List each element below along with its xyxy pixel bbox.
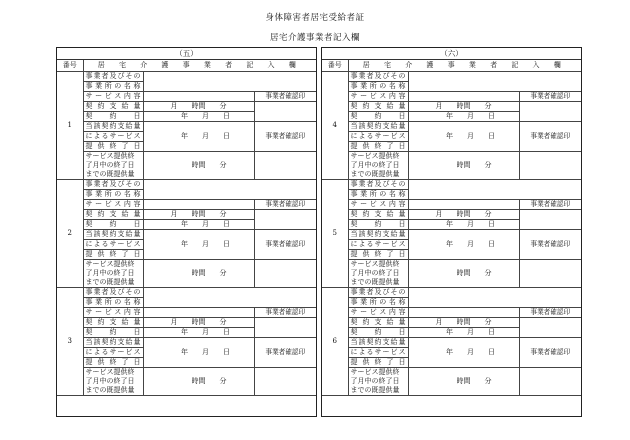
provided-amount-label-1: サービス提供終 bbox=[350, 152, 400, 160]
unit-month: 月 bbox=[467, 328, 474, 336]
provider-stamp-label: 事業者確認印 bbox=[254, 200, 316, 210]
provider-stamp-field[interactable] bbox=[519, 210, 581, 230]
provider-name-field[interactable] bbox=[408, 288, 581, 308]
service-content-label: サービス内容 bbox=[348, 200, 408, 210]
provider-name-field[interactable] bbox=[408, 72, 581, 92]
service-end-label-3: 提 供 終 了 日 bbox=[83, 358, 143, 368]
provider-record-table bbox=[57, 60, 316, 396]
provider-record-table bbox=[322, 60, 581, 396]
provided-amount-field[interactable] bbox=[143, 152, 254, 180]
unit-day: 日 bbox=[223, 220, 230, 228]
unit-year: 年 bbox=[446, 348, 453, 356]
unit-month: 月 bbox=[467, 348, 474, 356]
contract-date-field[interactable] bbox=[143, 220, 254, 230]
service-content-field[interactable] bbox=[408, 200, 519, 210]
unit-month: 月 bbox=[467, 240, 474, 248]
service-end-label-2: によるサービス bbox=[83, 348, 143, 358]
provider-name-label-2: 事業所の名称 bbox=[83, 82, 143, 92]
service-end-label-1: 当該契約支給量 bbox=[83, 122, 143, 132]
unit-month: 月 bbox=[170, 102, 178, 110]
contract-amount-label: 契 約 支 給 量 bbox=[83, 210, 143, 220]
contract-date-label: 契 約 日 bbox=[83, 220, 143, 230]
provided-amount-field[interactable] bbox=[143, 368, 254, 396]
unit-month: 月 bbox=[435, 318, 443, 326]
unit-hours: 時間 bbox=[191, 269, 206, 277]
provider-name-field[interactable] bbox=[143, 180, 316, 200]
provider-stamp-label: 事業者確認印 bbox=[254, 122, 316, 152]
provided-amount-stamp[interactable] bbox=[519, 260, 581, 288]
provider-name-label-2: 事業所の名称 bbox=[348, 190, 408, 200]
provider-name-label-2: 事業所の名称 bbox=[348, 298, 408, 308]
provided-amount-label-3: までの既提供量 bbox=[350, 278, 400, 286]
provided-amount-label-1: サービス提供終 bbox=[85, 260, 135, 268]
provider-name-label: 事業者及びその bbox=[348, 72, 408, 82]
provided-amount-label bbox=[348, 368, 408, 396]
entry-number: 5 bbox=[322, 180, 348, 288]
contract-amount-label: 契 約 支 給 量 bbox=[348, 102, 408, 112]
provided-amount-label bbox=[348, 260, 408, 288]
unit-hours: 時間 bbox=[191, 318, 206, 326]
contract-amount-field[interactable] bbox=[143, 102, 254, 112]
unit-month: 月 bbox=[467, 132, 474, 140]
unit-year: 年 bbox=[446, 240, 453, 248]
document-subtitle: 居宅介護事業者記入欄 bbox=[269, 33, 360, 43]
contract-amount-field[interactable] bbox=[408, 210, 519, 220]
unit-day: 日 bbox=[223, 240, 230, 248]
service-end-label-1: 当該契約支給量 bbox=[348, 122, 408, 132]
provided-amount-label-2: 了月中の終了日 bbox=[85, 269, 135, 277]
unit-month: 月 bbox=[202, 132, 209, 140]
column-header-number: 番号 bbox=[57, 60, 83, 72]
column-header-title: 居 宅 介 護 事 業 者 記 入 欄 bbox=[348, 60, 581, 72]
unit-hours: 時間 bbox=[456, 210, 471, 218]
unit-month: 月 bbox=[202, 112, 209, 120]
provider-name-label-2: 事業所の名称 bbox=[348, 82, 408, 92]
provider-stamp-field[interactable] bbox=[254, 102, 316, 122]
contract-date-field[interactable] bbox=[143, 112, 254, 122]
unit-year: 年 bbox=[446, 112, 453, 120]
contract-date-label: 契 約 日 bbox=[83, 328, 143, 338]
unit-month: 月 bbox=[435, 102, 443, 110]
unit-year: 年 bbox=[181, 132, 188, 140]
service-content-field[interactable] bbox=[143, 92, 254, 102]
provider-stamp-label: 事業者確認印 bbox=[254, 92, 316, 102]
service-end-label-2: によるサービス bbox=[348, 240, 408, 250]
provided-amount-stamp[interactable] bbox=[519, 152, 581, 180]
unit-month: 月 bbox=[202, 348, 209, 356]
contract-amount-field[interactable] bbox=[143, 318, 254, 328]
unit-day: 日 bbox=[223, 328, 230, 336]
provider-stamp-field[interactable] bbox=[519, 318, 581, 338]
unit-month: 月 bbox=[435, 210, 443, 218]
service-end-label-3: 提 供 終 了 日 bbox=[348, 142, 408, 152]
service-end-date-field[interactable] bbox=[143, 338, 254, 368]
contract-amount-label: 契 約 支 給 量 bbox=[83, 102, 143, 112]
unit-month: 月 bbox=[467, 112, 474, 120]
unit-year: 年 bbox=[181, 240, 188, 248]
unit-minutes: 分 bbox=[484, 102, 492, 110]
service-end-label-3: 提 供 終 了 日 bbox=[348, 250, 408, 260]
provider-stamp-label: 事業者確認印 bbox=[519, 122, 581, 152]
provided-amount-stamp[interactable] bbox=[254, 152, 316, 180]
provided-amount-field[interactable] bbox=[408, 152, 519, 180]
provided-amount-label-3: までの既提供量 bbox=[85, 278, 135, 286]
provided-amount-label-2: 了月中の終了日 bbox=[350, 269, 400, 277]
unit-month: 月 bbox=[202, 328, 209, 336]
unit-year: 年 bbox=[181, 328, 188, 336]
service-end-label-3: 提 供 終 了 日 bbox=[83, 142, 143, 152]
unit-day: 日 bbox=[488, 112, 495, 120]
unit-minutes: 分 bbox=[219, 269, 227, 277]
unit-year: 年 bbox=[181, 348, 188, 356]
provided-amount-label-1: サービス提供終 bbox=[350, 260, 400, 268]
record-panel-6 bbox=[321, 47, 582, 417]
service-end-label-1: 当該契約支給量 bbox=[348, 230, 408, 240]
provided-amount-label-1: サービス提供終 bbox=[85, 368, 135, 376]
provided-amount-label-2: 了月中の終了日 bbox=[85, 161, 135, 169]
service-end-date-field[interactable] bbox=[143, 230, 254, 260]
service-end-label-1: 当該契約支給量 bbox=[83, 338, 143, 348]
service-end-label-1: 当該契約支給量 bbox=[83, 230, 143, 240]
unit-month: 月 bbox=[170, 210, 178, 218]
service-end-label-2: によるサービス bbox=[348, 348, 408, 358]
provider-stamp-field[interactable] bbox=[254, 210, 316, 230]
unit-minutes: 分 bbox=[219, 102, 227, 110]
provided-amount-label-3: までの既提供量 bbox=[350, 170, 400, 178]
contract-amount-label: 契 約 支 給 量 bbox=[348, 210, 408, 220]
service-content-field[interactable] bbox=[408, 92, 519, 102]
provider-name-label: 事業者及びその bbox=[83, 72, 143, 82]
provided-amount-label-1: サービス提供終 bbox=[350, 368, 400, 376]
service-content-label: サービス内容 bbox=[348, 308, 408, 318]
unit-year: 年 bbox=[446, 132, 453, 140]
unit-month: 月 bbox=[467, 220, 474, 228]
column-header-title: 居 宅 介 護 事 業 者 記 入 欄 bbox=[83, 60, 316, 72]
unit-hours: 時間 bbox=[191, 377, 206, 385]
entry-number: 3 bbox=[57, 288, 83, 396]
provided-amount-stamp[interactable] bbox=[519, 368, 581, 396]
contract-date-field[interactable] bbox=[408, 220, 519, 230]
service-end-date-field[interactable] bbox=[408, 122, 519, 152]
provider-name-label: 事業者及びその bbox=[83, 288, 143, 298]
unit-day: 日 bbox=[223, 112, 230, 120]
provided-amount-stamp[interactable] bbox=[254, 368, 316, 396]
service-content-field[interactable] bbox=[143, 200, 254, 210]
contract-amount-label: 契 約 支 給 量 bbox=[348, 318, 408, 328]
service-content-field[interactable] bbox=[143, 308, 254, 318]
contract-date-label: 契 約 日 bbox=[348, 112, 408, 122]
provided-amount-label-2: 了月中の終了日 bbox=[350, 161, 400, 169]
service-end-label-1: 当該契約支給量 bbox=[348, 338, 408, 348]
unit-day: 日 bbox=[488, 348, 495, 356]
unit-minutes: 分 bbox=[219, 161, 227, 169]
unit-year: 年 bbox=[446, 328, 453, 336]
panel-number: （六） bbox=[322, 48, 581, 60]
unit-month: 月 bbox=[202, 220, 209, 228]
unit-minutes: 分 bbox=[219, 377, 227, 385]
service-end-label-3: 提 供 終 了 日 bbox=[83, 250, 143, 260]
provider-stamp-label: 事業者確認印 bbox=[519, 338, 581, 368]
provided-amount-label-3: までの既提供量 bbox=[350, 386, 400, 394]
unit-day: 日 bbox=[488, 240, 495, 248]
provided-amount-field[interactable] bbox=[408, 260, 519, 288]
provider-stamp-label: 事業者確認印 bbox=[519, 200, 581, 210]
provider-name-label: 事業者及びその bbox=[348, 288, 408, 298]
provider-name-field[interactable] bbox=[408, 180, 581, 200]
provider-name-label-2: 事業所の名称 bbox=[83, 298, 143, 308]
provider-stamp-label: 事業者確認印 bbox=[254, 338, 316, 368]
contract-amount-field[interactable] bbox=[143, 210, 254, 220]
provided-amount-label-3: までの既提供量 bbox=[85, 386, 135, 394]
provider-name-field[interactable] bbox=[143, 72, 316, 92]
unit-hours: 時間 bbox=[456, 102, 471, 110]
unit-day: 日 bbox=[488, 220, 495, 228]
provider-stamp-label: 事業者確認印 bbox=[519, 92, 581, 102]
unit-day: 日 bbox=[488, 328, 495, 336]
contract-date-label: 契 約 日 bbox=[348, 220, 408, 230]
provided-amount-label bbox=[83, 368, 143, 396]
unit-hours: 時間 bbox=[456, 377, 471, 385]
unit-hours: 時間 bbox=[456, 269, 471, 277]
service-content-label: サービス内容 bbox=[348, 92, 408, 102]
provided-amount-label-2: 了月中の終了日 bbox=[85, 377, 135, 385]
record-panel-5 bbox=[56, 47, 317, 417]
provider-stamp-label: 事業者確認印 bbox=[254, 308, 316, 318]
document-title: 身体障害者居宅受給者証 bbox=[265, 13, 365, 23]
unit-year: 年 bbox=[181, 220, 188, 228]
provider-name-label: 事業者及びその bbox=[348, 180, 408, 190]
unit-minutes: 分 bbox=[484, 269, 492, 277]
provider-stamp-label: 事業者確認印 bbox=[519, 230, 581, 260]
unit-month: 月 bbox=[170, 318, 178, 326]
unit-hours: 時間 bbox=[191, 161, 206, 169]
contract-date-field[interactable] bbox=[408, 328, 519, 338]
provided-amount-stamp[interactable] bbox=[254, 260, 316, 288]
contract-date-field[interactable] bbox=[143, 328, 254, 338]
provided-amount-label bbox=[348, 152, 408, 180]
entry-number: 1 bbox=[57, 72, 83, 180]
entry-number: 2 bbox=[57, 180, 83, 288]
provider-stamp-label: 事業者確認印 bbox=[519, 308, 581, 318]
provided-amount-label bbox=[83, 152, 143, 180]
contract-date-field[interactable] bbox=[408, 112, 519, 122]
unit-minutes: 分 bbox=[219, 210, 227, 218]
service-end-date-field[interactable] bbox=[143, 122, 254, 152]
service-end-label-2: によるサービス bbox=[348, 132, 408, 142]
provider-stamp-field[interactable] bbox=[519, 102, 581, 122]
contract-amount-field[interactable] bbox=[408, 318, 519, 328]
provider-name-label-2: 事業所の名称 bbox=[83, 190, 143, 200]
entry-number: 4 bbox=[322, 72, 348, 180]
contract-date-label: 契 約 日 bbox=[348, 328, 408, 338]
unit-year: 年 bbox=[446, 220, 453, 228]
provided-amount-field[interactable] bbox=[143, 260, 254, 288]
service-end-label-3: 提 供 終 了 日 bbox=[348, 358, 408, 368]
entry-number: 6 bbox=[322, 288, 348, 396]
contract-amount-label: 契 約 支 給 量 bbox=[83, 318, 143, 328]
unit-hours: 時間 bbox=[456, 161, 471, 169]
panel-number: （五） bbox=[57, 48, 316, 60]
unit-minutes: 分 bbox=[484, 377, 492, 385]
unit-month: 月 bbox=[202, 240, 209, 248]
service-end-date-field[interactable] bbox=[408, 338, 519, 368]
provider-stamp-label: 事業者確認印 bbox=[254, 230, 316, 260]
service-end-date-field[interactable] bbox=[408, 230, 519, 260]
provider-name-label: 事業者及びその bbox=[83, 180, 143, 190]
unit-minutes: 分 bbox=[484, 210, 492, 218]
unit-minutes: 分 bbox=[484, 161, 492, 169]
provider-name-field[interactable] bbox=[143, 288, 316, 308]
unit-day: 日 bbox=[223, 348, 230, 356]
unit-day: 日 bbox=[223, 132, 230, 140]
unit-hours: 時間 bbox=[191, 210, 206, 218]
unit-hours: 時間 bbox=[191, 102, 206, 110]
provider-stamp-field[interactable] bbox=[254, 318, 316, 338]
provided-amount-label-3: までの既提供量 bbox=[85, 170, 135, 178]
service-end-label-2: によるサービス bbox=[83, 132, 143, 142]
unit-minutes: 分 bbox=[484, 318, 492, 326]
unit-hours: 時間 bbox=[456, 318, 471, 326]
service-content-label: サービス内容 bbox=[83, 200, 143, 210]
service-content-field[interactable] bbox=[408, 308, 519, 318]
provided-amount-label-2: 了月中の終了日 bbox=[350, 377, 400, 385]
provided-amount-label bbox=[83, 260, 143, 288]
unit-year: 年 bbox=[181, 112, 188, 120]
service-end-label-2: によるサービス bbox=[83, 240, 143, 250]
unit-day: 日 bbox=[488, 132, 495, 140]
service-content-label: サービス内容 bbox=[83, 308, 143, 318]
column-header-number: 番号 bbox=[322, 60, 348, 72]
contract-amount-field[interactable] bbox=[408, 102, 519, 112]
provided-amount-label-1: サービス提供終 bbox=[85, 152, 135, 160]
provided-amount-field[interactable] bbox=[408, 368, 519, 396]
service-content-label: サービス内容 bbox=[83, 92, 143, 102]
contract-date-label: 契 約 日 bbox=[83, 112, 143, 122]
unit-minutes: 分 bbox=[219, 318, 227, 326]
